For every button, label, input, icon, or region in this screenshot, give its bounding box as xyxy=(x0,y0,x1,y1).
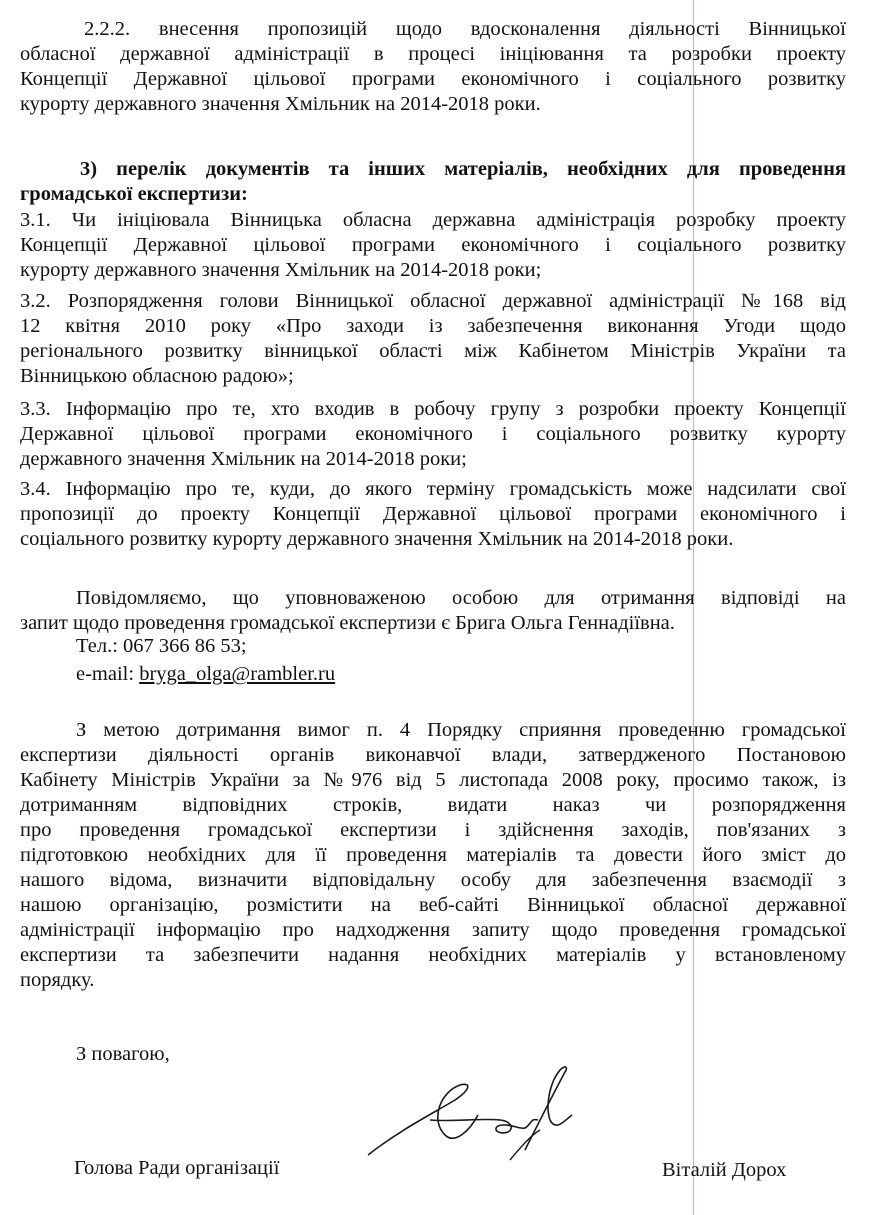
section-3-heading xyxy=(20,157,846,207)
text-line: 3.3. Інформацію про те, хто входив в робочу групу з розробки проекту Концепції xyxy=(20,398,846,420)
text-line: З метою дотримання вимог п. 4 Порядку сприяння проведенню громадської xyxy=(76,719,846,741)
text-line: нашого відома, визначити відповідальну особу для забезпечення взаємодії з xyxy=(20,869,846,891)
paragraph-2-2-2 xyxy=(20,17,846,117)
item-3-3 xyxy=(20,397,846,472)
email-line xyxy=(76,662,335,687)
text-line: Концепції Державної цільової програми економічного і соціального розвитку xyxy=(20,234,846,256)
email-link[interactable]: bryga_olga@rambler.ru xyxy=(139,663,336,685)
text-line: 3) перелік документів та інших матеріалів, необхідних для проведення xyxy=(80,158,846,180)
email-label: e-mail: xyxy=(76,663,140,685)
item-3-2 xyxy=(20,289,846,389)
text-line: 3.4. Інформацію про те, куди, до якого терміну громадськість може надсилати свої xyxy=(20,478,846,500)
text-line: громадської експертизи: xyxy=(20,183,248,205)
signatory-title: Голова Ради організації xyxy=(74,1157,280,1179)
text-line: Державної цільової програми економічного і соціального розвитку курорту xyxy=(20,423,846,445)
item-3-1 xyxy=(20,208,846,283)
item-3-4 xyxy=(20,477,846,552)
text-line: нашою організацію, розмістити на веб-сайті Вінницької обласної державної xyxy=(20,894,846,916)
text-line: пропозиції до проекту Концепції Державної цільової програми економічного і xyxy=(20,503,846,525)
text-line: підготовкою необхідних для її проведення матеріалів та довести його зміст до xyxy=(20,844,846,866)
text-line: 2.2.2. внесення пропозицій щодо вдосконалення діяльності Вінницької xyxy=(84,18,846,40)
text-line: Кабінету Міністрів України за №976 від 5 листопада 2008 року, просимо також, із xyxy=(20,769,846,791)
text-line: курорту державного значення Хмільник на 2014-2018 роки; xyxy=(20,259,542,281)
text-line: експертизи та забезпечити надання необхідних матеріалів у встановленому xyxy=(20,944,846,966)
text-line: адміністрації інформацію про надходження запиту щодо проведення громадської xyxy=(20,919,846,941)
text-line: Повідомляємо, що уповноваженою особою для отримання відповіді на xyxy=(76,587,846,609)
text-line: Концепції Державної цільової програми економічного і соціального розвитку xyxy=(20,68,846,90)
notice-paragraph xyxy=(20,586,846,636)
phone-line: Тел.: 067 366 86 53; xyxy=(76,635,247,657)
text-line: Вінницькою обласною радою»; xyxy=(20,365,294,387)
text-line: 3.2. Розпорядження голови Вінницької обласної державної адміністрації №168 від xyxy=(20,290,846,312)
text-line: курорту державного значення Хмільник на 2014-2018 роки. xyxy=(20,93,541,115)
text-line: експертизи діяльності органів виконавчої влади, затвердженого Постановою xyxy=(20,744,846,766)
text-line: соціального розвитку курорту державного значення Хмільник на 2014-2018 роки. xyxy=(20,528,734,550)
text-line: про проведення громадської експертизи і здійснення заходів, пов'язаних з xyxy=(20,819,846,841)
text-line: обласної державної адміністрації в процесі ініціювання та розробки проекту xyxy=(20,43,846,65)
text-line: державного значення Хмільник на 2014-2018 роки; xyxy=(20,448,467,470)
text-line: дотриманням відповідних строків, видати наказ чи розпорядження xyxy=(20,794,846,816)
text-line: порядку. xyxy=(20,969,95,991)
text-line: регіонального розвитку вінницької області між Кабінетом Міністрів України та xyxy=(20,340,846,362)
signatory-name: Віталій Дорох xyxy=(662,1159,787,1181)
signature xyxy=(360,1060,590,1170)
text-line: 3.1. Чи ініціювала Вінницька обласна державна адміністрація розробку проекту xyxy=(20,209,846,231)
text-line: 12 квітня 2010 року «Про заходи із забезпечення виконання Угоди щодо xyxy=(20,315,846,337)
request-paragraph xyxy=(20,718,846,993)
closing-salutation: З повагою, xyxy=(76,1043,170,1065)
text-line: запит щодо проведення громадської експертизи є Брига Ольга Геннадіївна. xyxy=(20,612,675,634)
